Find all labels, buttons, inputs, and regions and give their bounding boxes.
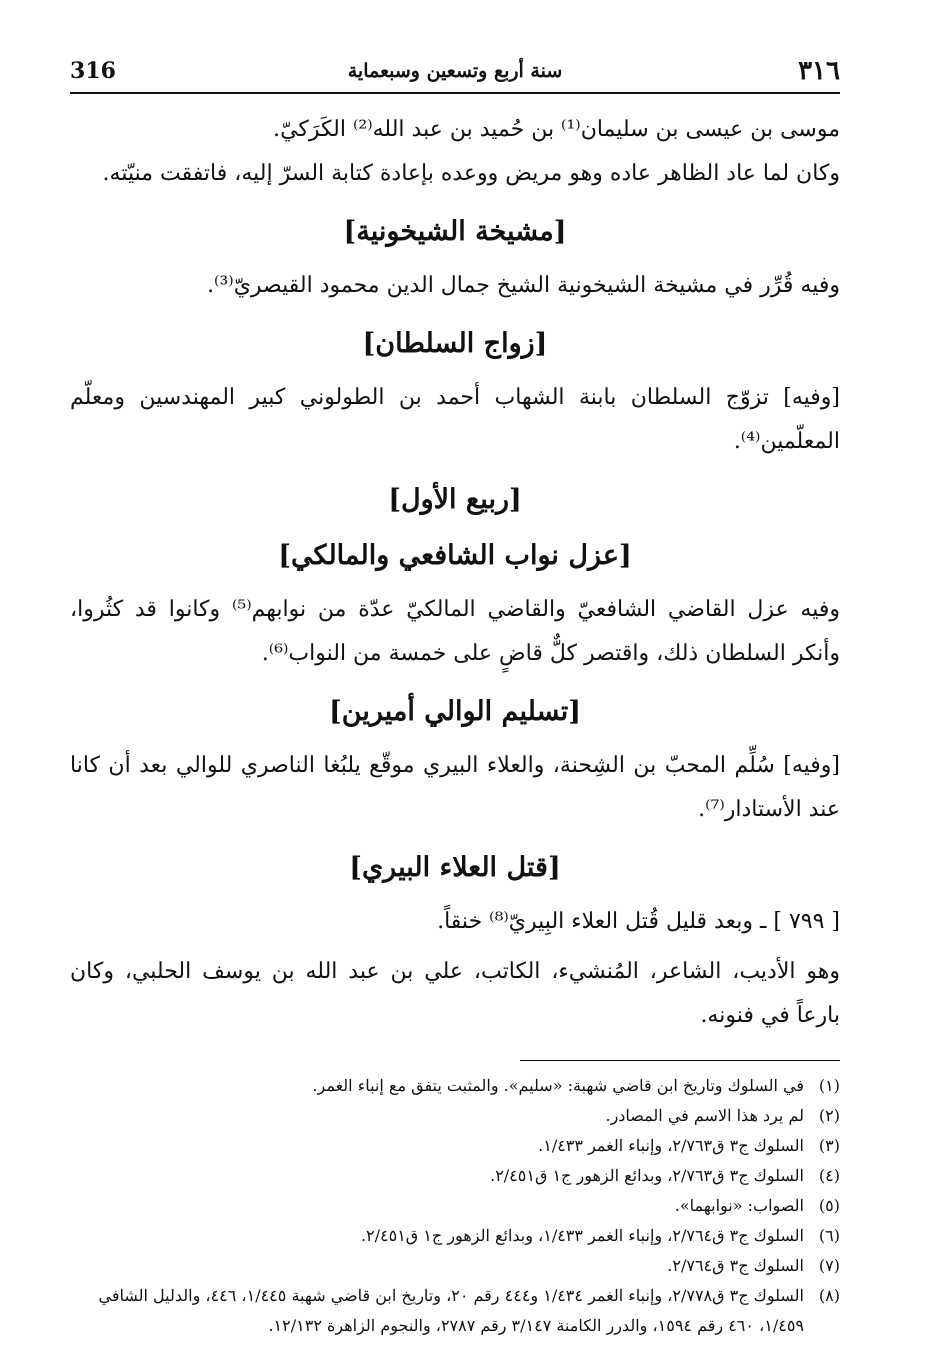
page-number-arabic: ٣١٦ <box>798 56 840 86</box>
section-text: [وفيه] تزوّج السلطان بابنة الشهاب أحمد بن الطولوني كبير المهندسين ومعلّم المعلّمين⁽⁴⁾. <box>70 385 840 454</box>
footnote-item <box>70 1131 840 1161</box>
paragraph-2: وكان لما عاد الظاهر عاده وهو مريض ووعده بإعادة كتابة السرّ إليه، فاتفقت منيّته. <box>102 161 840 186</box>
footnote-mark: (١) <box>818 1076 840 1095</box>
section-text: [وفيه] سُلِّم المحبّ بن الشِحنة، والعلاء البيري موقّع يلبُغا الناصري للوالي بعد أن كانا عند الأستادار⁽⁷⁾. <box>70 753 840 822</box>
footnote-text: في السلوك وتاريخ ابن قاضي شهبة: «سليم». والمثبت يتفق مع إنباء الغمر. <box>312 1076 804 1095</box>
section-text: وفيه قُرِّر في مشيخة الشيخونية الشيخ جمال الدين محمود القيصريّ⁽³⁾. <box>207 273 840 298</box>
section-heading: [عزل نواب الشافعي والمالكي] <box>278 540 632 571</box>
section-heading: [زواج السلطان] <box>362 328 548 359</box>
footnote-mark: (٥) <box>818 1196 840 1215</box>
footnote-divider <box>520 1060 840 1061</box>
footnote-text: السلوك ج٣ ق٢/٧٧٨، وإنباء الغمر ١/٤٣٤ و٤٤٤ رقم ٢٠، وتاريخ ابن قاضي شهبة ١/٤٤٥، ٤٤٦، والدليل الشافي ١/٤٥٩، ٤٦٠ رقم ١٥٩٤، والدرر الكامنة ٣/١٤٧ رقم ٢٧٨٧، والنجوم الزاهرة ١٢/١٣٢. <box>98 1286 804 1335</box>
page-number-latin: 316 <box>70 58 116 84</box>
footnote-item <box>70 1191 840 1221</box>
footnote-mark: (٢) <box>818 1106 840 1125</box>
footnote-item <box>70 1161 840 1191</box>
paragraph-1: موسى بن عيسى بن سليمان⁽¹⁾ بن حُميد بن عبد الله⁽²⁾ الكَرَكيّ. <box>273 117 840 142</box>
page-header <box>70 48 840 94</box>
footnote-mark: (٨) <box>818 1286 840 1305</box>
section-text: [ ٧٩٩ ] ـ وبعد قليل قُتل العلاء البِيريّ⁽⁸⁾ خنقاً. <box>437 909 840 934</box>
footnote-item <box>70 1221 840 1251</box>
footnote-mark: (٤) <box>818 1166 840 1185</box>
section-heading: [مشيخة الشيخونية] <box>343 216 567 247</box>
section-heading: [قتل العلاء البيري] <box>349 852 561 883</box>
biography-paragraph: وهو الأديب، الشاعر، المُنشيء، الكاتب، علي بن عبد الله بن يوسف الحلبي، وكان بارعاً في فنونه. <box>70 959 840 1028</box>
footnote-item <box>70 1251 840 1281</box>
footnote-item <box>70 1071 840 1101</box>
section-text: وفيه عزل القاضي الشافعيّ والقاضي المالكيّ عدّة من نوابهم⁽⁵⁾ وكانوا قد كثُروا، وأنكر السلطان ذلك، واقتصر كلٌّ قاضٍ على خمسة من النواب⁽⁶⁾. <box>70 597 841 666</box>
footnote-text: السلوك ج٣ ق٢/٧٦٣، وبدائع الزهور ج١ ق٢/٤٥١. <box>490 1166 804 1185</box>
month-heading: [ربيع الأول] <box>388 484 522 515</box>
footnote-item <box>70 1281 840 1341</box>
footnote-text: السلوك ج٣ ق٢/٧٦٣، وإنباء الغمر ١/٤٣٣. <box>538 1136 804 1155</box>
footnote-text: السلوك ج٣ ق٢/٧٦٤. <box>667 1256 804 1275</box>
footnote-text: السلوك ج٣ ق٢/٧٦٤، وإنباء الغمر ١/٤٣٣، وبدائع الزهور ج١ ق٢/٤٥١. <box>360 1226 804 1245</box>
footnote-text: الصواب: «نوابهما». <box>674 1196 804 1215</box>
footnote-mark: (٣) <box>818 1136 840 1155</box>
footnotes-list <box>70 1071 840 1341</box>
footnote-mark: (٧) <box>818 1256 840 1275</box>
footnote-item <box>70 1101 840 1131</box>
running-title: سنة أربع وتسعين وسبعماية <box>347 60 563 82</box>
footnote-text: لم يرد هذا الاسم في المصادر. <box>605 1106 804 1125</box>
footnote-mark: (٦) <box>818 1226 840 1245</box>
book-page <box>70 48 840 1338</box>
section-heading: [تسليم الوالي أميرين] <box>329 696 581 727</box>
